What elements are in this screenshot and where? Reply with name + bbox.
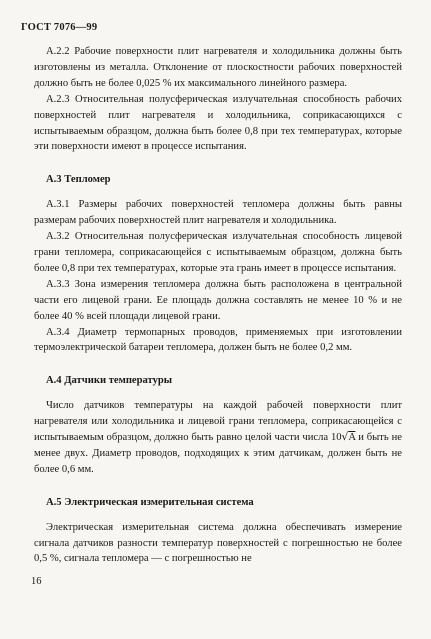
page-number: 16: [31, 576, 42, 587]
document-header: ГОСТ 7076—99: [21, 22, 98, 33]
section-heading-a3: А.3 Тепломер: [46, 174, 111, 186]
paragraph-a34: А.3.4 Диаметр термопарных проводов, применяемых при изготовлении термоэлектрической батареи тепломера, должен быть не более 0,2 мм.: [34, 326, 402, 354]
paragraph-a32: А.3.2 Относительная полусферическая излучательная способность лицевой грани тепломера, соприкасающейся с испытываемым образцом, должна быть более 0,8 при тех температурах, которые эта грань имеет в процессе испытания.: [34, 231, 402, 274]
paragraph-a4-end: и быть не менее двух. Диаметр проводов, подходящих к этим датчикам, должен быть не более 0,6 мм.: [34, 432, 402, 475]
section-heading-a5: А.5 Электрическая измерительная система: [46, 496, 254, 508]
paragraph-a4-start: Число датчиков температуры на каждой рабочей поверхности плит нагревателя или холодильника и лицевой грани тепломера, соприкасающейся с испытываемым образцом, должно быть равно целой части числа 10: [34, 400, 402, 444]
sqrt-symbol: √: [341, 431, 349, 444]
paragraph-a23: А.2.3 Относительная полусферическая излучательная способность рабочих поверхностей плит нагревателя и холодильника, соприкасающихся с испытываемым образцом, должна быть более 0,8 при тех температурах, которые эти поверхности имеют в процессе испытания.: [34, 93, 402, 153]
document-body: [34, 44, 402, 567]
paragraph-a22: А.2.2 Рабочие поверхности плит нагревателя и холодильника должны быть изготовлены из металла. Отклонение от плоскостности рабочих поверхностей должно быть не более 0,025 % их максимального линейного размера.: [34, 46, 402, 89]
section-heading-a4: А.4 Датчики температуры: [46, 375, 173, 387]
sqrt-argument: A: [348, 432, 356, 444]
paragraph-a33: А.3.3 Зона измерения тепломера должна быть расположена в центральной части его лицевой грани. Ее площадь должна составлять не менее 10 % и не более 40 % всей площади лицевой грани.: [34, 278, 402, 322]
paragraph-a5: Электрическая измерительная система должна обеспечивать измерение сигнала датчиков разности температур поверхностей с погрешностью не более 0,5 %, сигнала тепломера — с погрешностью не: [34, 521, 402, 565]
paragraph-a31: А.3.1 Размеры рабочих поверхностей тепломера должны быть равны размерам рабочих поверхностей плит нагревателя и холодильника.: [34, 199, 402, 227]
paragraph-a4: [34, 398, 402, 478]
